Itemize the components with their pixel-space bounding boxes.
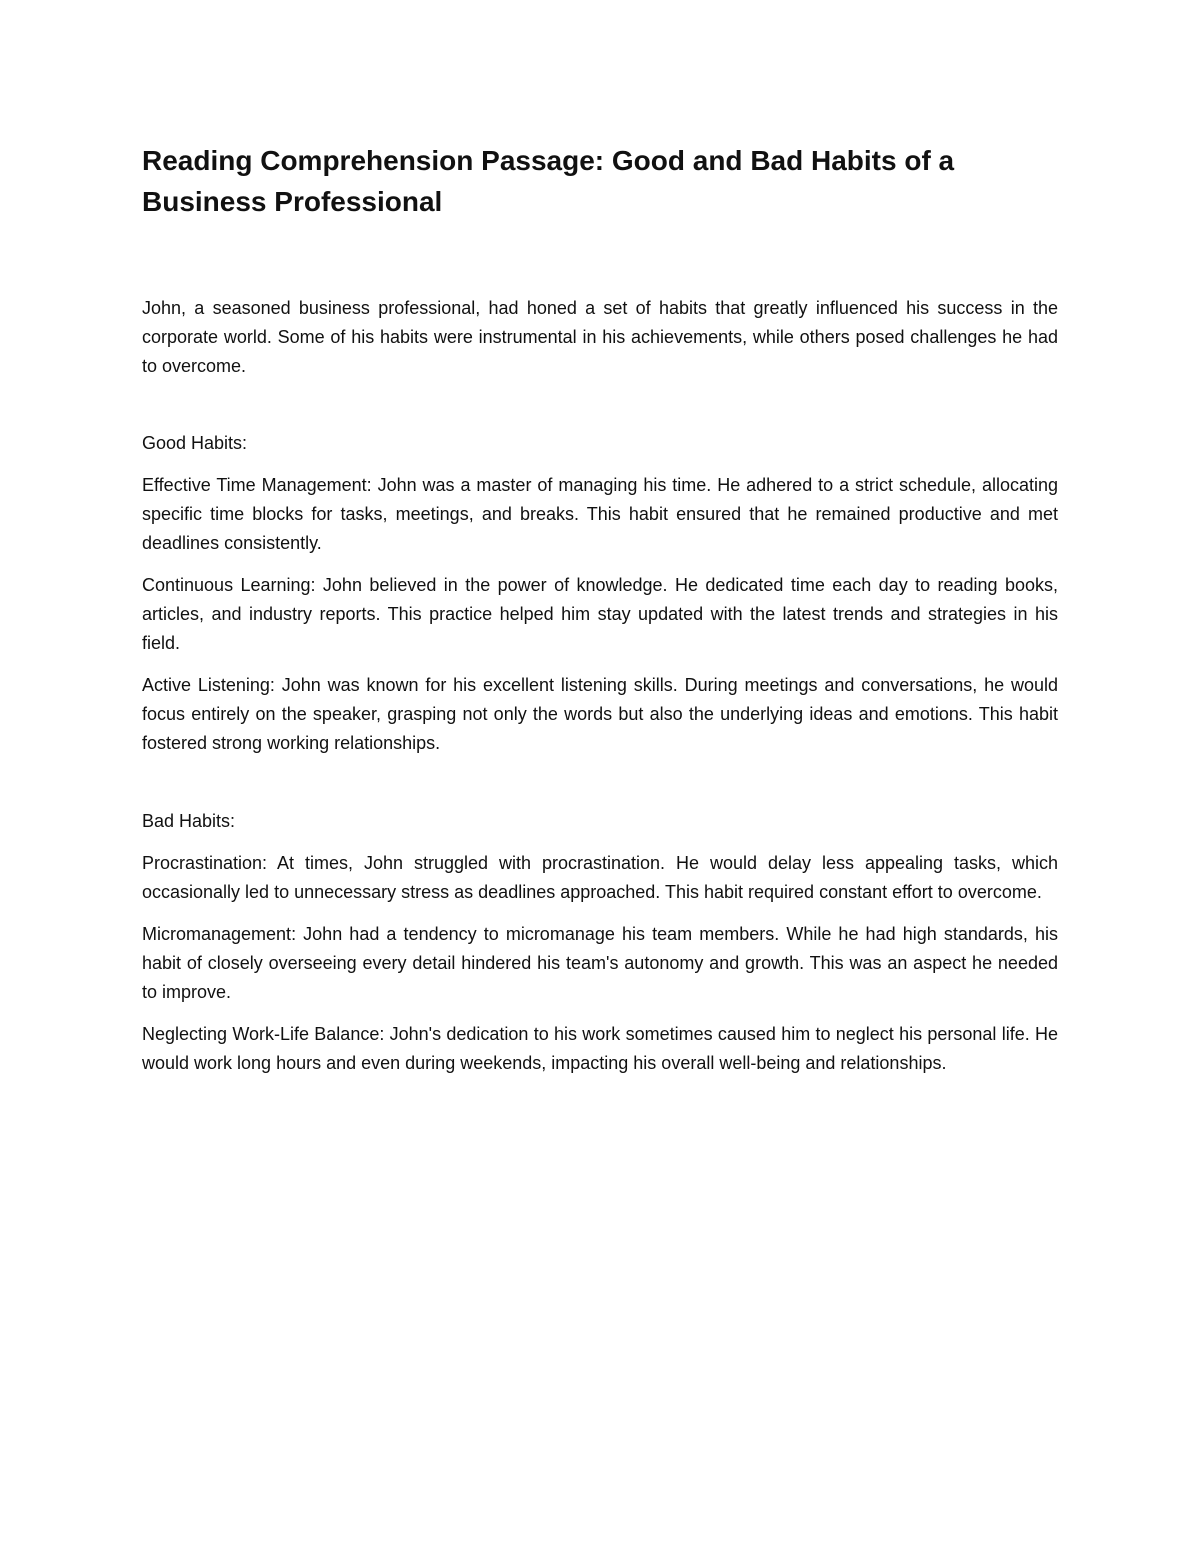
bad-habit-micromanagement: Micromanagement: John had a tendency to micromanage his team members. While he had high standards, his habit of closely overseeing every detail hindered his team's autonomy and growth. This was an aspect he needed to improve. xyxy=(142,924,1058,1002)
bad-habit-work-life-balance: Neglecting Work-Life Balance: John's dedication to his work sometimes caused him to neglect his personal life. He would work long hours and even during weekends, impacting his overall well-being and relationships. xyxy=(142,1024,1058,1073)
good-habit-active-listening: Active Listening: John was known for his excellent listening skills. During meetings and conversations, he would focus entirely on the speaker, grasping not only the words but also the underlying ideas and emotions. This habit fostered strong working relationships. xyxy=(142,675,1058,753)
bad-habit-procrastination: Procrastination: At times, John struggled with procrastination. He would delay less appealing tasks, which occasionally led to unnecessary stress as deadlines approached. This habit required constant effort to overcome. xyxy=(142,853,1058,902)
good-habit-time-management: Effective Time Management: John was a master of managing his time. He adhered to a strict schedule, allocating specific time blocks for tasks, meetings, and breaks. This habit ensured that he remained productive and met deadlines consistently. xyxy=(142,475,1058,553)
intro-paragraph: John, a seasoned business professional, had honed a set of habits that greatly influenced his success in the corporate world. Some of his habits were instrumental in his achievements, while others posed challenges he had to overcome. xyxy=(142,298,1058,376)
good-habit-continuous-learning: Continuous Learning: John believed in the power of knowledge. He dedicated time each day to reading books, articles, and industry reports. This practice helped him stay updated with the latest trends and strategies in his field. xyxy=(142,575,1058,653)
good-habits-heading: Good Habits: xyxy=(142,433,248,453)
document-title: Reading Comprehension Passage: Good and Bad Habits of a Business Professional xyxy=(142,145,955,217)
bad-habits-heading: Bad Habits: xyxy=(142,811,236,831)
document-content xyxy=(142,140,1058,1078)
